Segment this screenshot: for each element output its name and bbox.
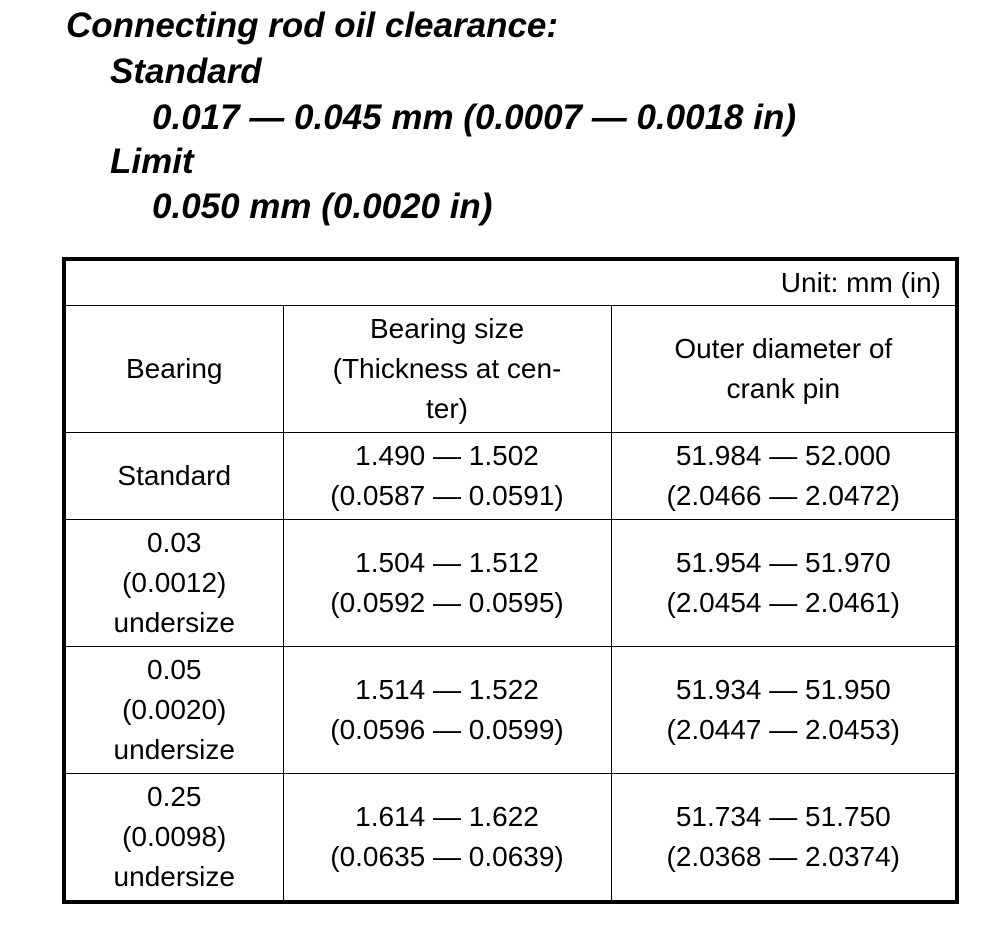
size-cell	[283, 433, 611, 520]
bearing-line: undersize	[113, 734, 235, 765]
bearing-line: (0.0012)	[122, 567, 227, 598]
header-bearing-size	[283, 306, 611, 433]
diameter-in: (2.0466 — 2.0472)	[666, 480, 900, 511]
bearing-cell	[64, 774, 283, 903]
size-mm: 1.504 — 1.512	[355, 547, 539, 578]
bearing-line: (0.0098)	[122, 821, 227, 852]
unit-label: Unit: mm (in)	[64, 259, 957, 306]
size-in: (0.0635 — 0.0639)	[330, 841, 564, 872]
size-mm: 1.614 — 1.622	[355, 801, 539, 832]
bearing-line: 0.05	[147, 654, 202, 685]
table-row	[64, 774, 957, 903]
standard-value: 0.017 — 0.045 mm (0.0007 — 0.0018 in)	[152, 98, 796, 137]
size-cell	[283, 520, 611, 647]
limit-label: Limit	[110, 142, 194, 181]
diameter-in: (2.0454 — 2.0461)	[666, 587, 900, 618]
size-cell	[283, 774, 611, 903]
diameter-cell	[611, 774, 957, 903]
diameter-in: (2.0447 — 2.0453)	[666, 714, 900, 745]
size-in: (0.0596 — 0.0599)	[330, 714, 564, 745]
table-row	[64, 647, 957, 774]
unit-row	[64, 259, 957, 306]
header-size-line: Bearing size	[369, 313, 525, 344]
header-outer-diameter	[611, 306, 957, 433]
bearing-cell	[64, 647, 283, 774]
size-in: (0.0592 — 0.0595)	[330, 587, 564, 618]
bearing-line: 0.03	[147, 527, 202, 558]
header-row	[64, 306, 957, 433]
bearing-line: (0.0020)	[122, 694, 227, 725]
bearing-line: undersize	[113, 607, 235, 638]
header-size-line: ter)	[426, 393, 468, 424]
diameter-mm: 51.934 — 51.950	[675, 674, 891, 705]
size-in: (0.0587 — 0.0591)	[330, 480, 564, 511]
diameter-cell	[611, 520, 957, 647]
standard-label: Standard	[110, 52, 262, 91]
header-diameter-line: crank pin	[726, 373, 841, 404]
header-diameter-line: Outer diameter of	[674, 333, 893, 364]
limit-value: 0.050 mm (0.0020 in)	[152, 187, 493, 226]
bearing-line: Standard	[117, 460, 232, 491]
spec-title: Connecting rod oil clearance:	[66, 6, 559, 45]
bearing-cell	[64, 433, 283, 520]
diameter-mm: 51.954 — 51.970	[675, 547, 891, 578]
diameter-mm: 51.734 — 51.750	[675, 801, 891, 832]
bearing-line: 0.25	[147, 781, 202, 812]
bearing-spec-table	[62, 257, 959, 904]
size-mm: 1.514 — 1.522	[355, 674, 539, 705]
bearing-cell	[64, 520, 283, 647]
diameter-mm: 51.984 — 52.000	[675, 440, 891, 471]
size-mm: 1.490 — 1.502	[355, 440, 539, 471]
bearing-line: undersize	[113, 861, 235, 892]
size-cell	[283, 647, 611, 774]
diameter-cell	[611, 433, 957, 520]
header-bearing: Bearing	[64, 306, 283, 433]
header-size-line: (Thickness at cen-	[332, 353, 562, 384]
diameter-in: (2.0368 — 2.0374)	[666, 841, 900, 872]
table-row	[64, 433, 957, 520]
table-row	[64, 520, 957, 647]
diameter-cell	[611, 647, 957, 774]
